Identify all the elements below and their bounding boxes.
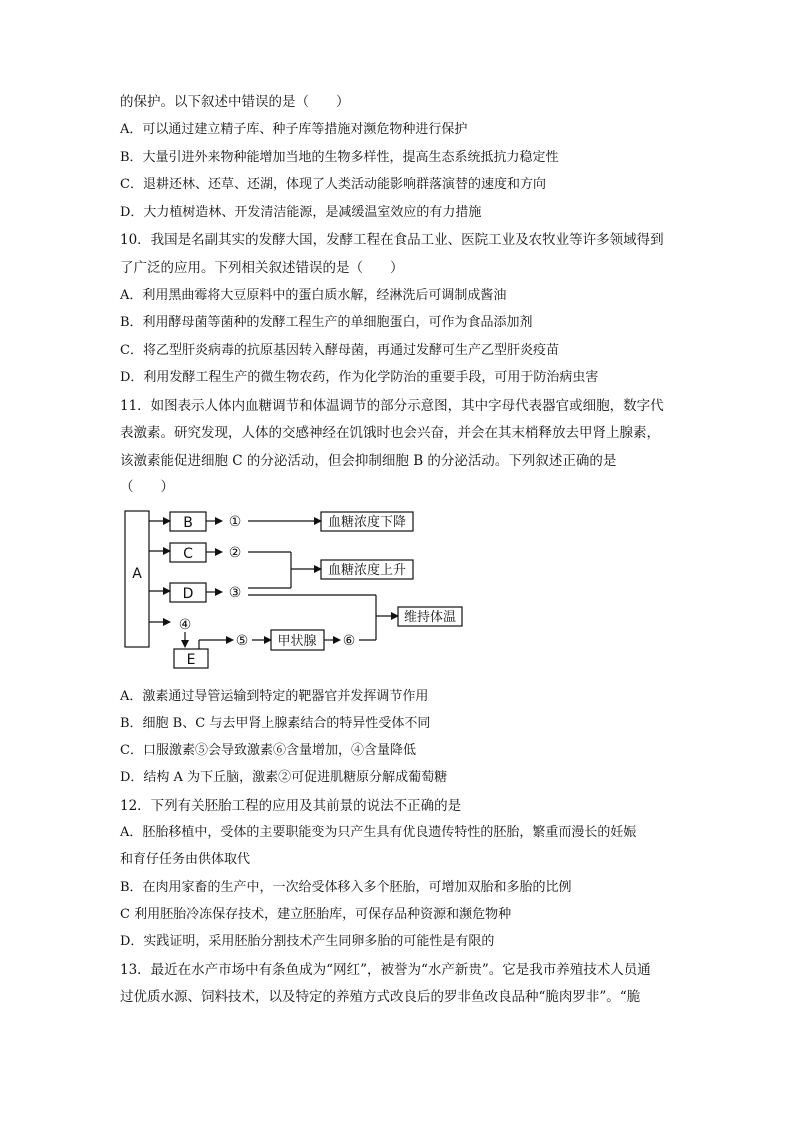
label-a: A: [132, 566, 142, 582]
q12-stem: 12．下列有关胚胎工程的应用及其前景的说法不正确的是: [120, 798, 462, 814]
q10-stem-line2: 了广泛的应用。下列相关叙述错误的是（ ）: [120, 260, 404, 276]
q13-stem-line2: 过优质水源、饲料技术，以及特定的养殖方式改良后的罗非鱼改良品种“脆肉罗非”。“脆: [120, 989, 641, 1005]
glucose-down-label: 血糖浓度下降: [327, 515, 407, 530]
q12-option-c: C 利用胚胎冷冻保存技术，建立胚胎库，可保存品种资源和濒危物种: [120, 907, 512, 922]
label-b: B: [183, 515, 193, 531]
q11-option-b: B．细胞 B、C 与去甲肾上腺素结合的特异性受体不同: [120, 716, 431, 731]
q10-stem-line1: 10．我国是名副其实的发酵大国，发酵工程在食品工业、医院工业及农牧业等许多领域得到: [120, 232, 664, 248]
q10-option-b: B．利用酵母菌等菌种的发酵工程生产的单细胞蛋白，可作为食品添加剂: [120, 315, 533, 330]
q9-option-b: B．大量引进外来物种能增加当地的生物多样性，提高生态系统抵抗力稳定性: [120, 150, 559, 165]
q11-stem-line1: 11．如图表示人体内血糖调节和体温调节的部分示意图，其中字母代表器官或细胞，数字代: [120, 398, 664, 414]
label-c: C: [183, 546, 193, 562]
q11-stem-line2: 表激素。研究发现，人体的交感神经在饥饿时也会兴奋，并会在其末梢释放去甲肾上腺素，: [120, 425, 660, 441]
q11-stem-line3: 该激素能促进细胞 C 的分泌活动，但会抑制细胞 B 的分泌活动。下列叙述正确的是: [120, 453, 617, 469]
temperature-label: 维持体温: [403, 610, 457, 625]
q11-stem-line4: （ ）: [120, 479, 174, 495]
continued-stem: 的保护。以下叙述中错误的是（ ）: [120, 94, 350, 110]
label-e: E: [186, 652, 196, 668]
hormone-4: ④: [178, 617, 192, 633]
q12-option-a-line2: 和育仔任务由供体取代: [120, 852, 251, 867]
hormone-3: ③: [228, 585, 242, 601]
q12-option-d: D．实践证明，采用胚胎分割技术产生同卵多胎的可能性是有限的: [120, 934, 495, 949]
q9-option-d: D．大力植树造林、开发清洁能源，是减缓温室效应的有力措施: [120, 205, 482, 220]
q10-option-d: D．利用发酵工程生产的微生物农药，作为化学防治的重要手段，可用于防治病虫害: [120, 370, 599, 385]
q10-option-c: C．将乙型肝炎病毒的抗原基因转入酵母菌，再通过发酵可生产乙型肝炎疫苗: [120, 343, 559, 358]
q9-option-c: C．退耕还林、还草、还湖，体现了人类活动能影响群落演替的速度和方向: [120, 177, 546, 192]
hormone-6: ⑥: [342, 633, 356, 649]
q11-option-a: A．激素通过导管运输到特定的靶器官并发挥调节作用: [120, 689, 429, 704]
q9-option-a: A．可以通过建立精子库、种子库等措施对濒危物种进行保护: [120, 122, 468, 137]
glucose-up-label: 血糖浓度上升: [327, 563, 407, 578]
q12-option-b: B．在肉用家畜的生产中，一次给受体移入多个胚胎，可增加双胎和多胎的比例: [120, 880, 572, 895]
q13-stem-line1: 13．最近在水产市场中有条鱼成为“网红”，被誉为“水产新贵”。它是我市养殖技术人员通: [120, 962, 651, 978]
regulation-diagram: [118, 505, 478, 675]
label-d: D: [182, 586, 194, 602]
q11-option-d: D．结构 A 为下丘脑，激素②可促进肌糖原分解成葡萄糖: [120, 770, 448, 785]
hormone-1: ①: [228, 514, 242, 530]
q10-option-a: A．利用黑曲霉将大豆原料中的蛋白质水解，经淋洗后可调制成酱油: [120, 288, 507, 303]
hormone-2: ②: [228, 545, 242, 561]
q12-option-a-line1: A．胚胎移植中，受体的主要职能变为只产生具有优良遗传特性的胚胎，繁重而漫长的妊娠: [120, 825, 637, 840]
q11-option-c: C．口服激素⑤会导致激素⑥含量增加，④含量降低: [120, 743, 416, 758]
hormone-5: ⑤: [235, 633, 249, 649]
thyroid-label: 甲状腺: [277, 634, 317, 649]
